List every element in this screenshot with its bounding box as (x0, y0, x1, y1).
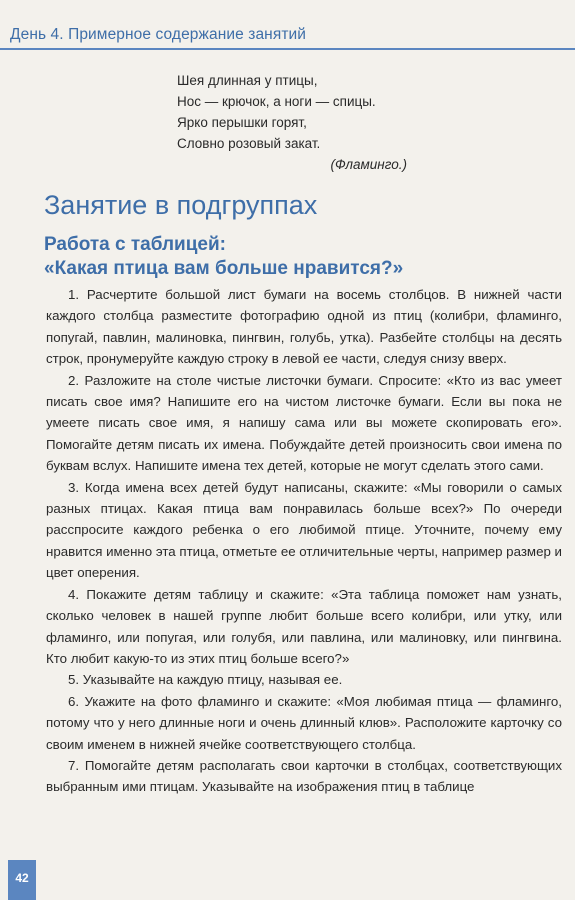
running-header (0, 0, 575, 52)
subsection-title-line1: Работа с таблицей: (44, 234, 226, 255)
paragraph-6: 6. Укажите на фото фламинго и скажите: «Моя любимая птица — фламинго, потому что у него длинные ноги и очень длинный клюв». Расположите карточку со своим именем в нижней ячейке соответствующего столбца. (46, 693, 562, 752)
poem-line: Нос — крючок, а ноги — спицы. (177, 94, 376, 109)
poem (177, 70, 417, 175)
subsection-title-line2: «Какая птица вам больше нравится?» (44, 258, 404, 279)
paragraph-5: 5. Указывайте на каждую птицу, называя ее. (68, 672, 343, 688)
poem-line: Словно розовый закат. (177, 136, 321, 151)
page-number-badge (8, 860, 36, 900)
poem-line: Шея длинная у птицы, (177, 73, 318, 88)
section-title: Занятие в подгруппах (44, 190, 318, 220)
paragraph-4: 4. Покажите детям таблицу и скажите: «Эта таблица поможет нам узнать, сколько человек в нашей группе любит больше всего колибри, или утку, или фламинго, или попугая, или голубя, или павлина, или малиновку, или пингвина. Кто любит какую-то из этих птиц больше всего?» (46, 586, 562, 666)
paragraph-2: 2. Разложите на столе чистые листочки бумаги. Спросите: «Кто из вас умеет писать свое имя? Напишите его на чистом листочке бумаги. Если вы пока не умеете писать свое имя, я напишу сама или вы можете скопировать его». Помогайте детям писать их имена. Побуждайте детей произносить свои имена по буквам вслух. Напишите имена тех детей, которые не могут сделать этого сами. (46, 372, 562, 474)
header-title: День 4. Примерное содержание занятий (10, 26, 307, 43)
body-text (46, 284, 562, 798)
paragraph-3: 3. Когда имена всех детей будут написаны, скажите: «Мы говорили о самых разных птицах. Какая птица вам понравилась больше всех?» По очереди расспросите каждого ребенка о его любимой птице. Уточните, почему ему нравится именно эта птица, отметьте ее отличительные черты, например размер и цвет оперения. (46, 479, 562, 581)
header-rule (0, 48, 575, 50)
page-number: 42 (15, 871, 29, 885)
subsection-title (44, 233, 544, 281)
paragraph-7: 7. Помогайте детям располагать свои карточки в столбцах, соответствующих выбранным ими птицам. Указывайте на изображения птиц в таблице (46, 757, 562, 795)
poem-attribution: (Фламинго.) (330, 157, 407, 172)
poem-line: Ярко перышки горят, (177, 115, 307, 130)
paragraph-1: 1. Расчертите большой лист бумаги на восемь столбцов. В нижней части каждого столбца разместите фотографию одной из птиц (колибри, фламинго, попугай, павлин, малиновка, пингвин, голубь, утка). Разбейте столбцы на десять строк, пронумеруйте каждую строку в левой ее части, следуя снизу вверх. (46, 287, 562, 367)
